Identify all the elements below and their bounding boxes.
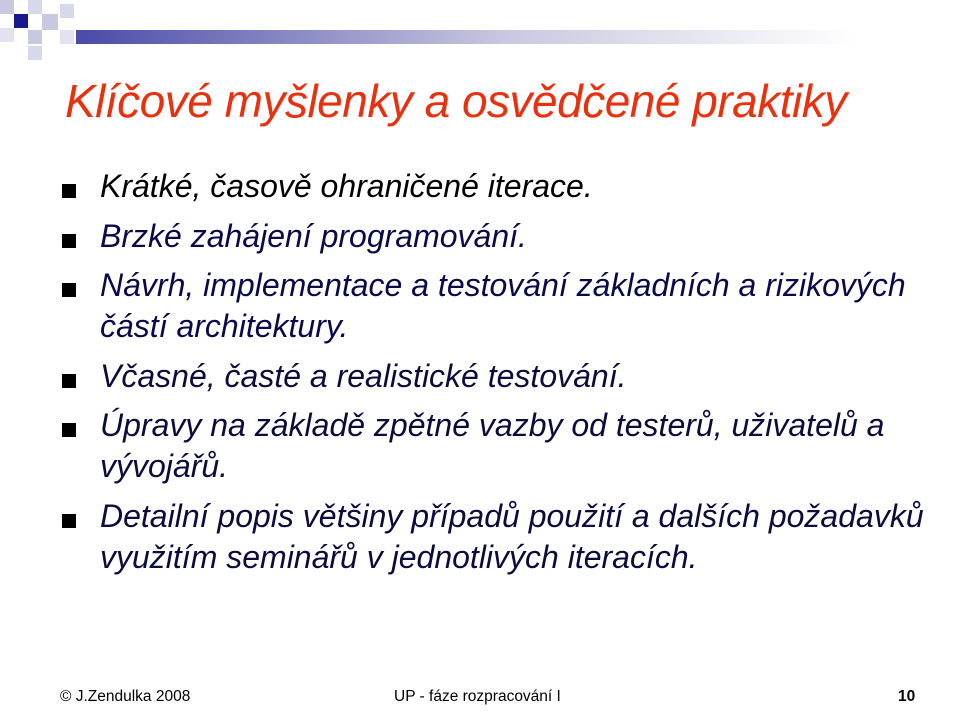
page-number: 10 (898, 688, 916, 705)
square-bullet-icon (62, 234, 76, 248)
bullet-item (62, 496, 942, 578)
bullet-text: Detailní popis většiny případů použití a dalších požadavků využitím seminářů v jednotlivých iteracích. (100, 497, 924, 575)
slide-title: Klíčové myšlenky a osvědčené praktiky (65, 75, 847, 127)
bullet-item (62, 166, 942, 207)
bullet-list (62, 166, 942, 586)
square-bullet-icon (62, 283, 76, 297)
bullet-text: Krátké, časově ohraničené iterace. (100, 168, 593, 204)
bullet-item (62, 265, 942, 347)
footer-course-title: UP - fáze rozpracování I (394, 688, 561, 705)
bullet-item (62, 216, 942, 257)
square-bullet-icon (62, 184, 76, 198)
square-bullet-icon (62, 374, 76, 388)
bullet-text: Brzké zahájení programování. (100, 217, 527, 254)
bullet-item (62, 356, 942, 397)
square-bullet-icon (62, 514, 76, 528)
footer-copyright: © J.Zendulka 2008 (60, 688, 191, 705)
bullet-text: Včasné, časté a realistické testování. (100, 357, 627, 394)
bullet-text: Návrh, implementace a testování základních a rizikových částí architektury. (100, 267, 906, 344)
square-bullet-icon (62, 423, 76, 437)
bullet-text: Úpravy na základě zpětné vazby od testerů, uživatelů a vývojářů. (100, 407, 885, 484)
header-decoration (0, 0, 960, 60)
bullet-item (62, 405, 942, 487)
